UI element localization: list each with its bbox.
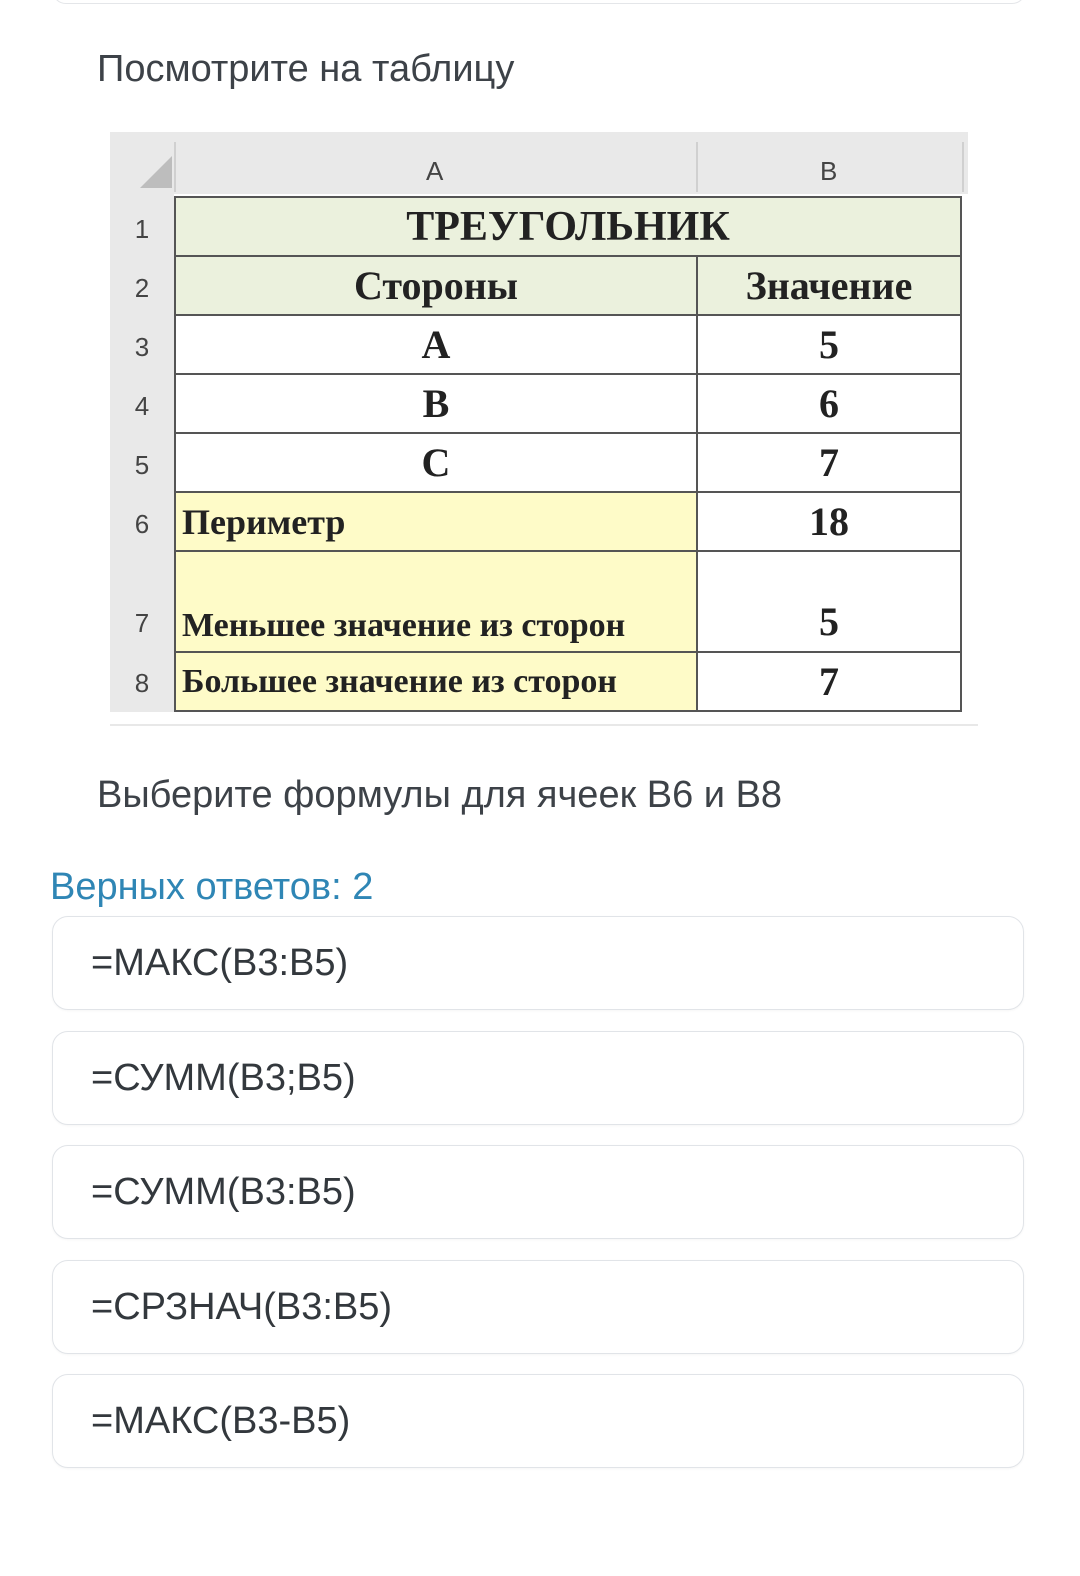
column-separator: [174, 142, 176, 192]
answer-option[interactable]: =МАКС(B3:B5): [52, 916, 1024, 1010]
column-separator: [696, 142, 698, 192]
title-cell: ТРЕУГОЛЬНИК: [174, 196, 962, 257]
min-label-cell: Меньшее значение из сторон: [174, 550, 698, 653]
row-number: 2: [134, 273, 150, 303]
max-value-cell: 7: [696, 651, 962, 712]
row-number: 6: [134, 509, 150, 539]
intro-text: Посмотрите на таблицу: [97, 48, 515, 90]
perimeter-label-cell: Периметр: [174, 491, 698, 552]
side-value-cell: 6: [696, 373, 962, 434]
max-label-cell: Большее значение из сторон: [174, 651, 698, 712]
side-value-cell: 7: [696, 432, 962, 493]
answer-option[interactable]: =СУММ(B3;B5): [52, 1031, 1024, 1125]
column-separator: [962, 142, 964, 192]
row-number: 5: [134, 450, 150, 480]
row-number: 4: [134, 391, 150, 421]
column-header-a: A: [426, 156, 444, 186]
side-name-cell: A: [174, 314, 698, 375]
correct-answers-count: Верных ответов: 2: [50, 866, 374, 908]
min-value-cell: 5: [696, 550, 962, 653]
row-number: 7: [134, 608, 150, 638]
row-number: 3: [134, 332, 150, 362]
row-number: 8: [134, 668, 150, 698]
side-name-cell: B: [174, 373, 698, 434]
spreadsheet-image: [110, 132, 978, 724]
perimeter-value-cell: 18: [696, 491, 962, 552]
header-cell-sides: Стороны: [174, 255, 698, 316]
side-name-cell: C: [174, 432, 698, 493]
answer-option[interactable]: =МАКС(B3-B5): [52, 1374, 1024, 1468]
column-header-bar: [110, 132, 968, 194]
side-value-cell: 5: [696, 314, 962, 375]
previous-card: [52, 0, 1026, 4]
question-text: Выберите формулы для ячеек B6 и B8: [97, 774, 783, 816]
answer-option[interactable]: =СУММ(B3:B5): [52, 1145, 1024, 1239]
select-all-corner: [140, 156, 172, 188]
row-number: 1: [134, 214, 150, 244]
column-header-b: B: [820, 156, 838, 186]
header-cell-value: Значение: [696, 255, 962, 316]
answer-option[interactable]: =СРЗНАЧ(B3:B5): [52, 1260, 1024, 1354]
